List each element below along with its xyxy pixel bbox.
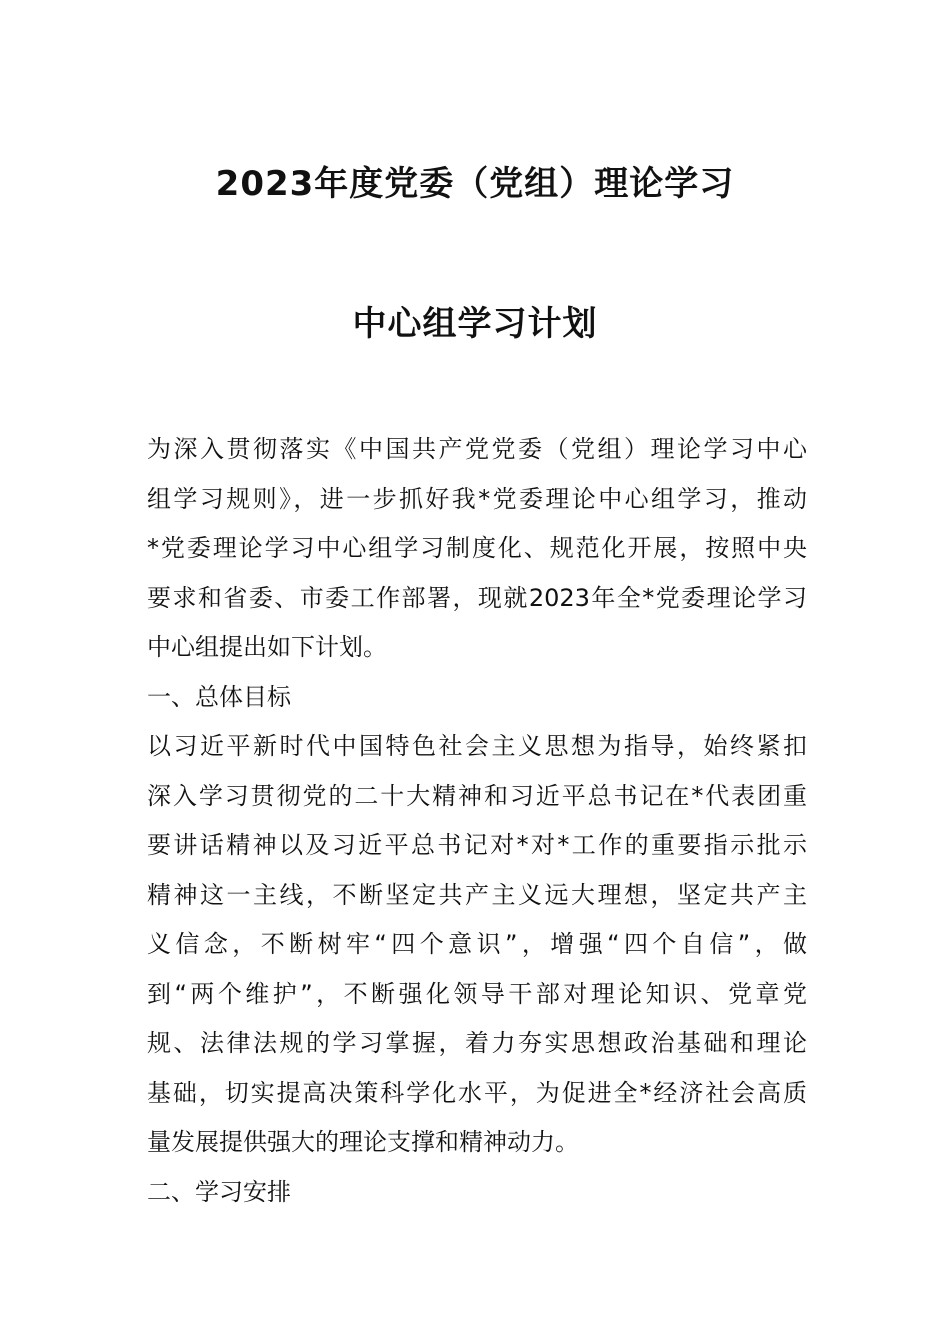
document-body bbox=[147, 425, 807, 1217]
section-1-line: 义信念，不断树牢“四个意识”，增强“四个自信”，做 bbox=[147, 930, 807, 958]
document-title-line-1: 2023年度党委（党组）理论学习 bbox=[215, 164, 735, 204]
intro-line: *党委理论学习中心组学习制度化、规范化开展，按照中央 bbox=[147, 534, 807, 562]
section-2-heading: 二、学习安排 bbox=[147, 1177, 291, 1206]
section-1-line: 深入学习贯彻党的二十大精神和习近平总书记在*代表团重 bbox=[147, 781, 807, 810]
intro-line: 为深入贯彻落实《中国共产党党委（党组）理论学习中心 bbox=[147, 435, 807, 463]
section-1-line: 以习近平新时代中国特色社会主义思想为指导，始终紧扣 bbox=[147, 732, 807, 760]
section-1-line: 到“两个维护”，不断强化领导干部对理论知识、党章党 bbox=[147, 979, 807, 1008]
document-title-line-2: 中心组学习计划 bbox=[352, 304, 598, 344]
section-1-line: 基础，切实提高决策科学化水平，为促进全*经济社会高质 bbox=[147, 1078, 807, 1107]
intro-line: 组学习规则》，进一步抓好我*党委理论中心组学习，推动 bbox=[147, 484, 807, 513]
section-1-line: 精神这一主线，不断坚定共产主义远大理想，坚定共产主 bbox=[147, 880, 807, 909]
intro-line: 要求和省委、市委工作部署，现就2023年全*党委理论学习 bbox=[147, 583, 807, 612]
section-1-line: 量发展提供强大的理论支撑和精神动力。 bbox=[147, 1128, 579, 1156]
section-1-line: 规、法律法规的学习掌握，着力夯实思想政治基础和理论 bbox=[147, 1029, 807, 1057]
intro-line: 中心组提出如下计划。 bbox=[147, 633, 387, 661]
section-1-heading: 一、总体目标 bbox=[147, 682, 291, 711]
section-1-line: 要讲话精神以及习近平总书记对*对*工作的重要指示批示 bbox=[147, 831, 807, 859]
